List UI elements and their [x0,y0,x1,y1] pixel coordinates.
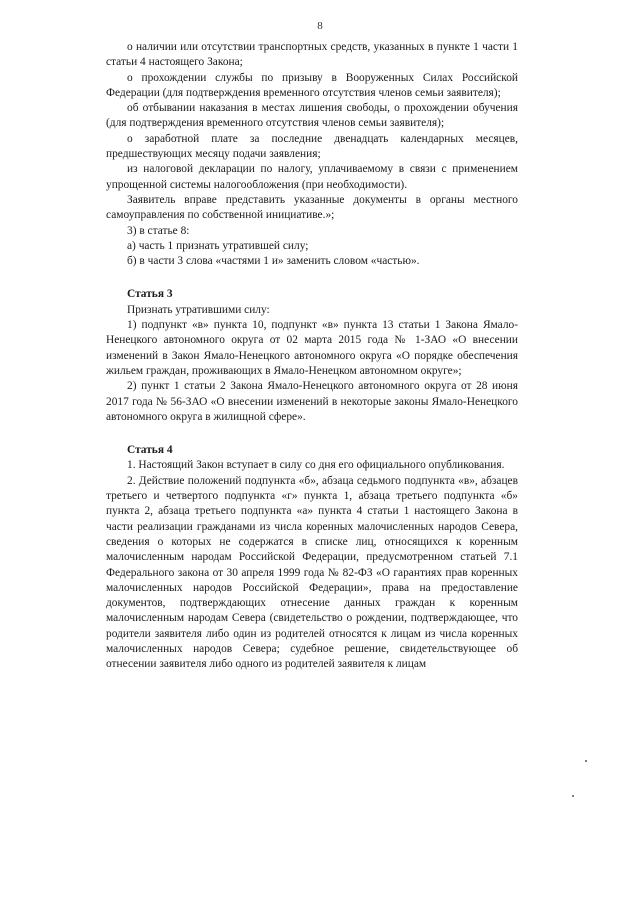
article-3-item-2: 2) пункт 1 статьи 2 Закона Ямало-Ненецкого автономного округа от 28 июня 2017 года № 56-ЗАО «О внесении изменений в некоторые законы Ямало-Ненецкого автономного округа в жилищной сфере». [106,380,518,423]
paragraph-applicant-right: Заявитель вправе представить указанные документы в органы местного самоуправления по собственной инициативе.»; [106,193,518,222]
paragraph-article8: 3) в статье 8: [127,224,190,237]
paragraph-salary: о заработной плате за последние двенадцать календарных месяцев, предшествующих месяцу подачи заявления; [106,132,518,161]
paragraph-article8-a: а) часть 1 признать утратившей силу; [127,239,309,252]
paragraph-tax-declaration: из налоговой декларации по налогу, уплачиваемому в связи с применением упрощенной системы налогообложения (при необходимости). [106,163,518,191]
scan-speck [585,760,587,762]
scan-speck [572,795,574,797]
article-4-item-1: 1. Настоящий Закон вступает в силу со дня его официального опубликования. [127,459,505,472]
page-number: 8 [317,20,323,32]
spacer [106,269,518,287]
article-4-item-2: 2. Действие положений подпункта «б», абзаца седьмого подпункта «в», абзацев третьего и четвертого подпункта «г» пункта 1, абзаца третьего подпункта «б» пункта 2, абзаца третьего подпункта «а» пункта 4 статьи 1 настоящего Закона в части реализации гражданами из числа коренных малочисленных народов Севера, сведения о которых не содержатся в списке лиц, относящихся к коренным малочисленным народам Российской Федерации, предусмотренном статьей 7.1 Федерального закона от 30 апреля 1999 года № 82-ФЗ «О гарантиях прав коренных малочисленных народов Российской Федерации», права на предоставление документов, подтверждающих отнесение данных граждан к коренным малочисленным народам Севера (свидетельство о рождении, подтверждающее, что родители заявителя либо один из родителей относятся к лицам из числа коренных малочисленных народов Севера; судебное решение, свидетельствующее об отнесении заявителя либо одного из родителей заявителя к лицам [106,474,518,671]
article-3-intro: Признать утратившими силу: [127,303,270,316]
paragraph-article8-b: б) в части 3 слова «частями 1 и» заменить словом «частью». [127,255,420,268]
paragraph-military-service: о прохождении службы по призыву в Вооруженных Силах Российской Федерации (для подтверждения временного отсутствия членов семьи заявителя); [106,71,518,99]
paragraph-vehicles: о наличии или отсутствии транспортных средств, указанных в пункте 1 части 1 статьи 4 настоящего Закона; [106,41,518,69]
article-4-heading: Статья 4 [127,444,173,457]
document-body [106,40,518,673]
article-3-heading: Статья 3 [127,288,173,301]
article-3-item-1: 1) подпункт «в» пункта 10, подпункт «в» пункта 13 статьи 1 Закона Ямало-Ненецкого автономного округа от 02 марта 2015 года № 1-ЗАО «О внесении изменений в Закон Ямало-Ненецкого автономного округа «О порядке обеспечения жильем граждан, проживающих в Ямало-Ненецком автономном округе»; [106,319,518,377]
paragraph-imprisonment: об отбывании наказания в местах лишения свободы, о прохождении обучения (для подтверждения временного отсутствия членов семьи заявителя); [106,102,518,130]
spacer [106,425,518,443]
